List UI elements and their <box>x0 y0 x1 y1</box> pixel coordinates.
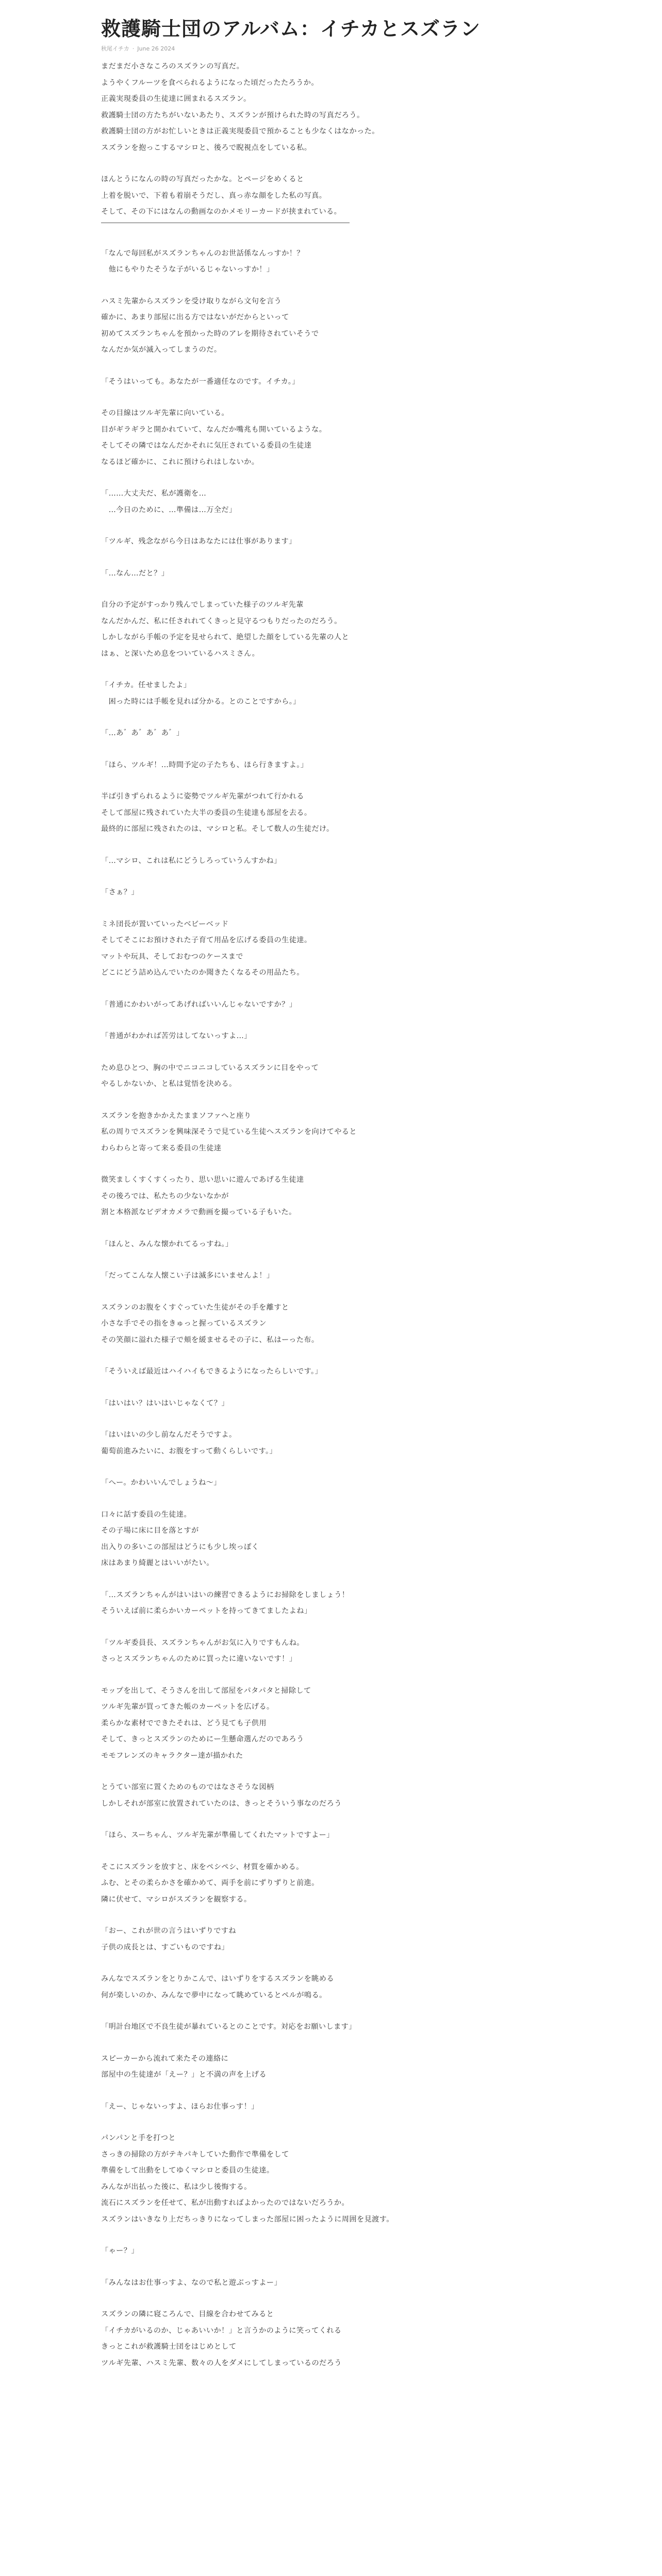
text-line: パンパンと手を打つと <box>101 2134 176 2142</box>
paragraph <box>101 1427 555 1460</box>
paragraph <box>101 1028 555 1045</box>
text-line: 「おー、これが世の言うはいずりですね <box>101 1927 237 1935</box>
text-line: 最終的に部屋に残されたのは、マシロと私。そして数人の生徒だけ。 <box>101 825 334 833</box>
text-line: スズランを抱きかかえたままソファへと座り <box>101 1111 252 1120</box>
text-line: まだまだ小さなころのスズランの写真だ。 <box>101 62 244 71</box>
text-line: やるしかないか、と私は覚悟を決める。 <box>101 1080 237 1088</box>
paragraph <box>101 2019 555 2036</box>
text-line: 子供の成長とは、すごいものですね」 <box>101 1943 229 1952</box>
text-line: 「はいはいの少し前なんだそうですよ。 <box>101 1431 237 1439</box>
text-line: 救護騎士団の方がお忙しいときは正義実現委員で預かることも少なくはなかった。 <box>101 127 379 135</box>
text-line: その目線はツルギ先輩に向いている。 <box>101 409 229 417</box>
page-title: 救護騎士団のアルバム：イチカとスズラン <box>101 18 481 40</box>
article-body <box>101 59 555 2371</box>
text-line: しかしながら手帳の予定を見せられて、絶望した顔をしている先輩の人と <box>101 633 350 641</box>
paragraph <box>101 885 555 901</box>
text-line: しかしそれが部室に放置されていたのは、きっとそういう事なのだろう <box>101 1799 342 1808</box>
text-line: とうてい部室に置くためのものではなさそうな図柄 <box>101 1783 274 1791</box>
text-line: 「そうはいっても。あなたが一番適任なのです。イチカ。」 <box>101 377 300 386</box>
text-line: 目がギラギラと開かれていて、なんだか嘴兆も開いているような。 <box>101 425 327 434</box>
text-line: 葡萄前進みたいに、お腹をすって動くらしいです。」 <box>101 1447 277 1455</box>
text-line: 「…スズランちゃんがはいはいの練習できるようにお掃除をしましょう！ <box>101 1590 350 1599</box>
paragraph <box>101 172 555 221</box>
text-line: なるほど確かに、これに預けられはしないか。 <box>101 457 259 466</box>
text-line: 床はあまり綺麗とはいいがたい。 <box>101 1559 214 1567</box>
paragraph <box>101 294 555 359</box>
paragraph <box>101 486 555 518</box>
text-line: みんなが出払った後に、私は少し後悔する。 <box>101 2182 252 2191</box>
paragraph <box>101 1507 555 1572</box>
text-line: 「イチカ。任せましたよ」 <box>101 681 191 689</box>
text-line: さっとスズランちゃんのために買ったに違いないです！」 <box>101 1655 297 1663</box>
paragraph <box>101 405 555 470</box>
text-line: きっとこれが救護騎士団をはじめとして <box>101 2343 237 2351</box>
text-line: 「イチカがいるのか、じゃあいいか！」と言うかのように笑ってくれる <box>101 2326 342 2335</box>
paragraph <box>101 2051 555 2083</box>
text-line: その笑顔に溢れた様子で頬を緩ませるその子に、私はーった布。 <box>101 1335 319 1344</box>
text-line: 「普通にかわいがってあげればいいんじゃないですか？」 <box>101 1000 297 1009</box>
text-line: 出入りの多いこの部屋はどうにも少し埃っぽく <box>101 1543 259 1551</box>
paragraph <box>101 853 555 870</box>
meta-separator: · <box>132 45 135 52</box>
text-line: 柔らかな素材でできたそれは、どう見ても子供用 <box>101 1719 267 1727</box>
text-line: 隣に伏せて、マシロがスズランを観察する。 <box>101 1895 252 1904</box>
paragraph <box>101 677 555 710</box>
paragraph <box>101 917 555 981</box>
paragraph <box>101 2243 555 2260</box>
text-line: 「ツルギ、残念ながら今日はあなたには仕事があります」 <box>101 537 296 546</box>
text-line: 初めてスズランちゃんを預かった時のアレを期待されていそうで <box>101 329 319 338</box>
text-line: モップを出して、そうさんを出して部屋をパタパタと掃除して <box>101 1686 311 1695</box>
text-line: そして、その下にはなんの動画なのかメモリーカードが挟まれている。 <box>101 208 342 216</box>
text-line: 他にもやりたそうな子がいるじゃないっすか！」 <box>101 265 274 274</box>
text-line: そしてその隣ではなんだかそれに気圧されている委員の生徒達 <box>101 442 312 450</box>
text-line: スズランのお腹をくすぐっていた生徒がその手を離すと <box>101 1303 289 1312</box>
text-line: そういえば前に柔らかいカーペットを持ってきてましたよね」 <box>101 1607 312 1615</box>
text-line: 半ば引きずられるように姿勢でツルギ先輩がつれて行かれる <box>101 792 304 801</box>
text-line: 「ほんと、みんな懐かれてるっすね。」 <box>101 1240 233 1248</box>
paragraph <box>101 1971 555 2004</box>
text-line: はぁ、と深いため息をついているハスミさん。 <box>101 649 260 658</box>
text-line: 救護騎士団の方たちがいないあたり、スズランが預けられた時の写真だろう。 <box>101 111 365 120</box>
text-line: マットや玩具、そしておむつのケースまで <box>101 952 243 961</box>
text-line: 「みんなはお仕事っすよ、なので私と遊ぶっすよー」 <box>101 2278 282 2287</box>
text-line: 「はいはい？はいはいじゃなくて？」 <box>101 1399 229 1408</box>
text-line: 何が楽しいのか、みんなで夢中になって眺めているとペルが鳴る。 <box>101 1991 327 1999</box>
text-line: ハスミ先輩からスズランを受け取りながら文句を言う <box>101 297 282 306</box>
text-line: スズランを抱っこするマシロと、後ろで睨視点をしている私。 <box>101 143 312 152</box>
text-line: 「……大丈夫だ、私が護衛を… <box>101 489 207 498</box>
text-line: 困った時には手帳を見れば分かる。とのことですから。」 <box>101 697 301 706</box>
text-line: そこにスズランを放すと、床をペシペシ、材質を確かめる。 <box>101 1862 304 1871</box>
text-line: スピーカーから流れて来たその連絡に <box>101 2054 229 2063</box>
paragraph <box>101 1364 555 1380</box>
text-line: 微笑ましくすくすくったり、思い思いに遊んであげる生徒達 <box>101 1176 304 1184</box>
text-line: 「普通がわかれば苦労はしてないっすよ…」 <box>101 1032 252 1040</box>
text-line: その子場に床に目を落とすが <box>101 1527 199 1535</box>
text-line: なんだかんだ、私に任されれてくきっと見守るつもりだったのだろう。 <box>101 617 342 625</box>
text-line: 「ゃー？」 <box>101 2247 139 2255</box>
text-line: わらわらと寄って来る委員の生徒達 <box>101 1144 222 1153</box>
paragraph <box>101 1475 555 1492</box>
text-line: ツルギ先輩、ハスミ先輩、数々の人をダメにしてしまっているのだろう <box>101 2359 342 2367</box>
text-line: 「えー、じゃないっすよ、ほらお仕事っす！」 <box>101 2102 259 2111</box>
text-line: ツルギ先輩が買ってきた帳のカーペットを広げる。 <box>101 1703 274 1711</box>
paragraph <box>101 1859 555 1908</box>
paragraph <box>101 59 555 156</box>
text-line: 「だってこんな人懐こい子は滅多にいませんよ！」 <box>101 1272 274 1280</box>
paragraph <box>101 1300 555 1349</box>
paragraph <box>101 1683 555 1765</box>
text-line: そしてそこにお預けされた子育て用品を広げる委員の生徒達。 <box>101 936 312 944</box>
text-line: 私の周りでスズランを興味深そうで見ている生徒へスズランを向けてやると <box>101 1128 357 1136</box>
text-line: スズランの隣に寝ころんで、目線を合わせてみると <box>101 2310 274 2318</box>
text-line: そして、きっとスズランのためにー生懸命選んだのであろう <box>101 1735 304 1743</box>
text-line: 「明計台地区で不良生徒が暴れているとのことです。対応をお願いします」 <box>101 2023 356 2031</box>
paragraph <box>101 2130 555 2228</box>
paragraph <box>101 1236 555 1253</box>
blog-article <box>101 15 555 2371</box>
paragraph <box>101 534 555 550</box>
paragraph <box>101 1780 555 1812</box>
paragraph <box>101 1587 555 1620</box>
text-line: ふむ、とその柔らかさを確かめて、両手を前にずりずりと前進。 <box>101 1879 319 1887</box>
post-author[interactable]: 秋尾イチカ <box>101 45 129 52</box>
text-line: みんなでスズランをとりかこんで、はいずりをするスズランを眺める <box>101 1975 334 1983</box>
paragraph <box>101 1108 555 1157</box>
text-line: 「さぁ？」 <box>101 888 139 896</box>
paragraph <box>101 374 555 391</box>
text-line: 流石にスズランを任せて、私が出動すればよかったのではないだろうか。 <box>101 2199 350 2207</box>
text-line: 「へー。かわいいんでしょうね～」 <box>101 1479 221 1487</box>
paragraph <box>101 2275 555 2292</box>
paragraph <box>101 2307 555 2371</box>
text-line: なんだか気が滅入ってしまうのだ。 <box>101 346 222 354</box>
paragraph <box>101 1268 555 1284</box>
text-line: 小さな手でその指をきゅっと握っているスズラン <box>101 1319 267 1328</box>
paragraph <box>101 1923 555 1956</box>
text-line: どこにどう詰め込んでいたのか聞きたくなるその用品たち。 <box>101 969 304 977</box>
text-line: 「なんで毎回私がスズランちゃんのお世話係なんっすか！？ <box>101 249 304 258</box>
text-line: モモフレンズのキャラクター達が描かれた <box>101 1751 243 1760</box>
text-line: そして部屋に残されていた大半の委員の生徒達も部屋を去る。 <box>101 808 312 817</box>
paragraph <box>101 1060 555 1093</box>
text-line: その後ろでは、私たちの少ないなかが <box>101 1192 229 1200</box>
post-date: June 26 2024 <box>137 45 175 52</box>
text-line: 割と本格派なビデオカメラで動画を撮っている子もいた。 <box>101 1208 296 1216</box>
paragraph <box>101 1396 555 1412</box>
paragraph <box>101 1635 555 1668</box>
text-line: 正義実現委員の生徒達に囲まれるスズラン。 <box>101 95 251 103</box>
text-line: 部屋中の生徒達が「えー？」と不満の声を上げる <box>101 2071 267 2079</box>
text-line: 「…なん…だと？」 <box>101 569 169 578</box>
text-line: 確かに、あまり部屋に出る方ではないがだからといって <box>101 313 289 321</box>
text-line: 「ほら、ツルギ！…時間予定の子たちも、ほら行きますよ。」 <box>101 760 308 769</box>
paragraph <box>101 1827 555 1844</box>
paragraph <box>101 2099 555 2115</box>
paragraph <box>101 566 555 582</box>
text-line: スズランはいきなり上だちっきりになってしまった部屋に困ったように周囲を見渡す。 <box>101 2215 394 2224</box>
text-line: 「ツルギ委員長、スズランちゃんがお気に入りですもんね。 <box>101 1638 304 1647</box>
text-line: 口々に話す委員の生徒達。 <box>101 1510 192 1519</box>
text-line: 「…マシロ、これは私にどうしろっていうんすかね」 <box>101 856 282 865</box>
text-line: 「ほら、スーちゃん、ツルギ先輩が準備してくれたマットですよー」 <box>101 1831 334 1839</box>
post-meta <box>101 44 555 54</box>
text-line: ほんとうになんの時の写真だったかな。とページをめくると <box>101 175 304 183</box>
paragraph <box>101 725 555 742</box>
paragraph <box>101 789 555 838</box>
paragraph <box>101 1172 555 1221</box>
text-line: 上着を脱いで、下着も着崩そうだし、真っ赤な顔をした私の写真。 <box>101 191 327 200</box>
text-line: ミネ団長が置いていったベビーベッド <box>101 920 229 928</box>
paragraph <box>101 597 555 662</box>
text-line: ため息ひとつ、胸の中でニコニコしているスズランに目をやって <box>101 1063 319 1072</box>
text-line: ようやくフルーツを食べられるようになった頃だったたろうか。 <box>101 78 319 87</box>
text-line: 「そういえば最近はハイハイもできるようになったらしいです。」 <box>101 1367 323 1376</box>
text-line: さっきの掃除の方がテキパキしていた動作で準備をして <box>101 2150 289 2159</box>
text-line: 準備をして出動をしてゆくマシロと委員の生徒達。 <box>101 2166 274 2175</box>
paragraph <box>101 246 555 278</box>
text-line: 自分の予定がすっかり残んでしまっていた様子のツルギ先輩 <box>101 601 304 609</box>
text-line: 「…あ゛あ゛あ゛あ゛」 <box>101 729 184 737</box>
paragraph <box>101 757 555 774</box>
text-line: …今日のために、…準備は…万全だ」 <box>101 505 237 514</box>
paragraph <box>101 997 555 1013</box>
